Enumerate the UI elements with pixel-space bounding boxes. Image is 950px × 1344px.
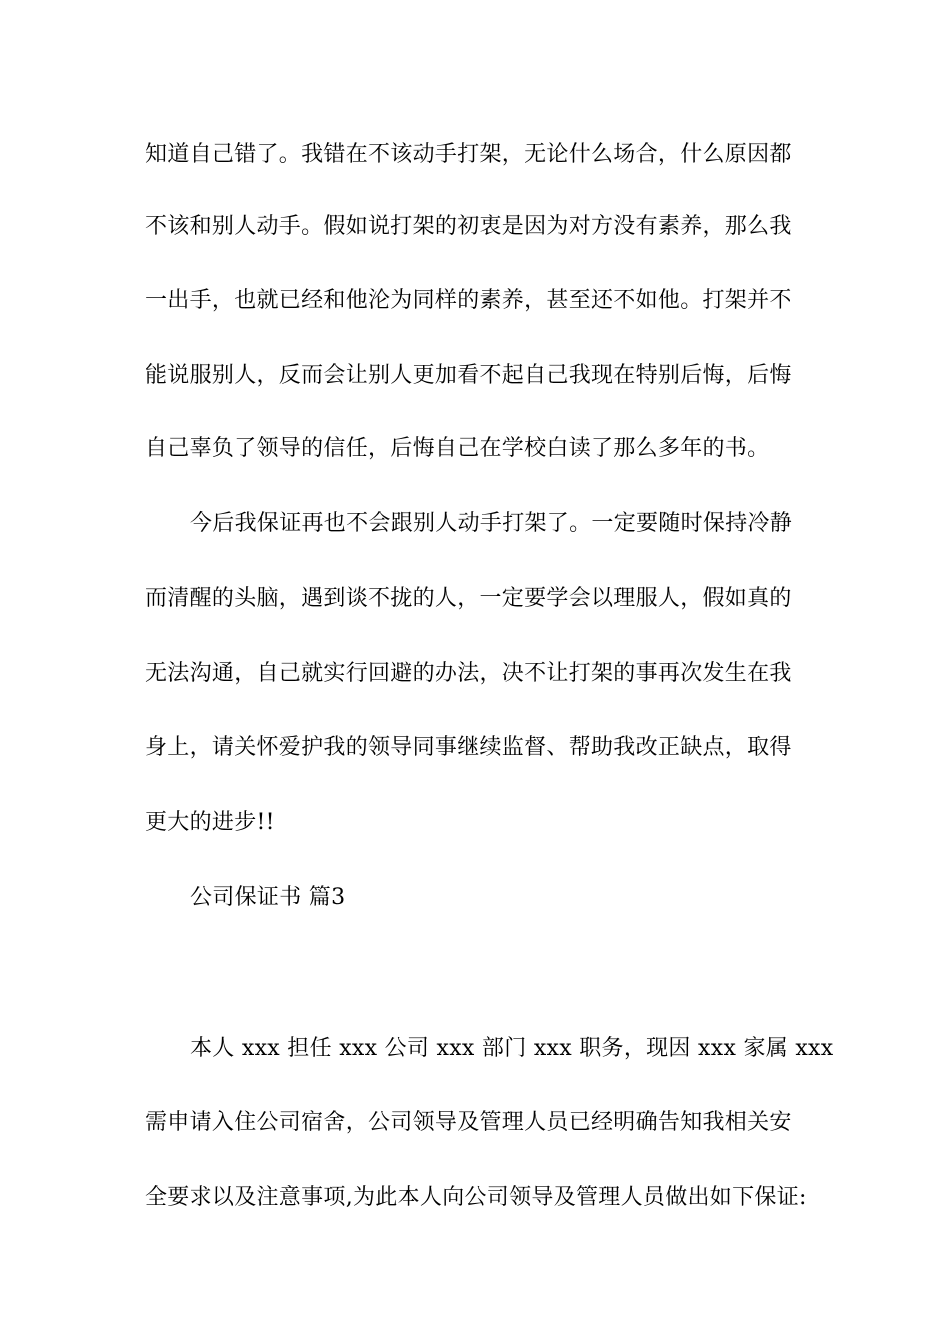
- section-heading: 公司保证书 篇3: [190, 885, 346, 910]
- paragraph-3-line-3: 全要求以及注意事项,为此本人向公司领导及管理人员做出如下保证:: [145, 1185, 807, 1210]
- paragraph-1-line-5: 自己辜负了领导的信任，后悔自己在学校白读了那么多年的书。: [145, 436, 770, 461]
- paragraph-1-line-1: 知道自己错了。我错在不该动手打架，无论什么场合，什么原因都: [145, 142, 792, 167]
- paragraph-2-line-4: 身上，请关怀爱护我的领导同事继续监督、帮助我改正缺点，取得: [145, 735, 792, 760]
- paragraph-1-line-2: 不该和别人动手。假如说打架的初衷是因为对方没有素养，那么我: [145, 214, 792, 239]
- paragraph-2-line-5: 更大的进步!!: [145, 810, 275, 835]
- paragraph-3-line-2: 需申请入住公司宿舍，公司领导及管理人员已经明确告知我相关安: [145, 1110, 792, 1135]
- paragraph-1-line-4: 能说服别人，反而会让别人更加看不起自己我现在特别后悔，后悔: [145, 363, 792, 388]
- paragraph-2-line-1: 今后我保证再也不会跟别人动手打架了。一定要随时保持冷静: [190, 511, 793, 536]
- paragraph-2-line-3: 无法沟通，自己就实行回避的办法，决不让打架的事再次发生在我: [145, 661, 792, 686]
- paragraph-1-line-3: 一出手，也就已经和他沦为同样的素养，甚至还不如他。打架并不: [145, 288, 792, 313]
- paragraph-3-line-1: 本人 xxx 担任 xxx 公司 xxx 部门 xxx 职务，现因 xxx 家属 xxx: [190, 1036, 834, 1061]
- paragraph-2-line-2: 而清醒的头脑，遇到谈不拢的人，一定要学会以理服人，假如真的: [145, 586, 792, 611]
